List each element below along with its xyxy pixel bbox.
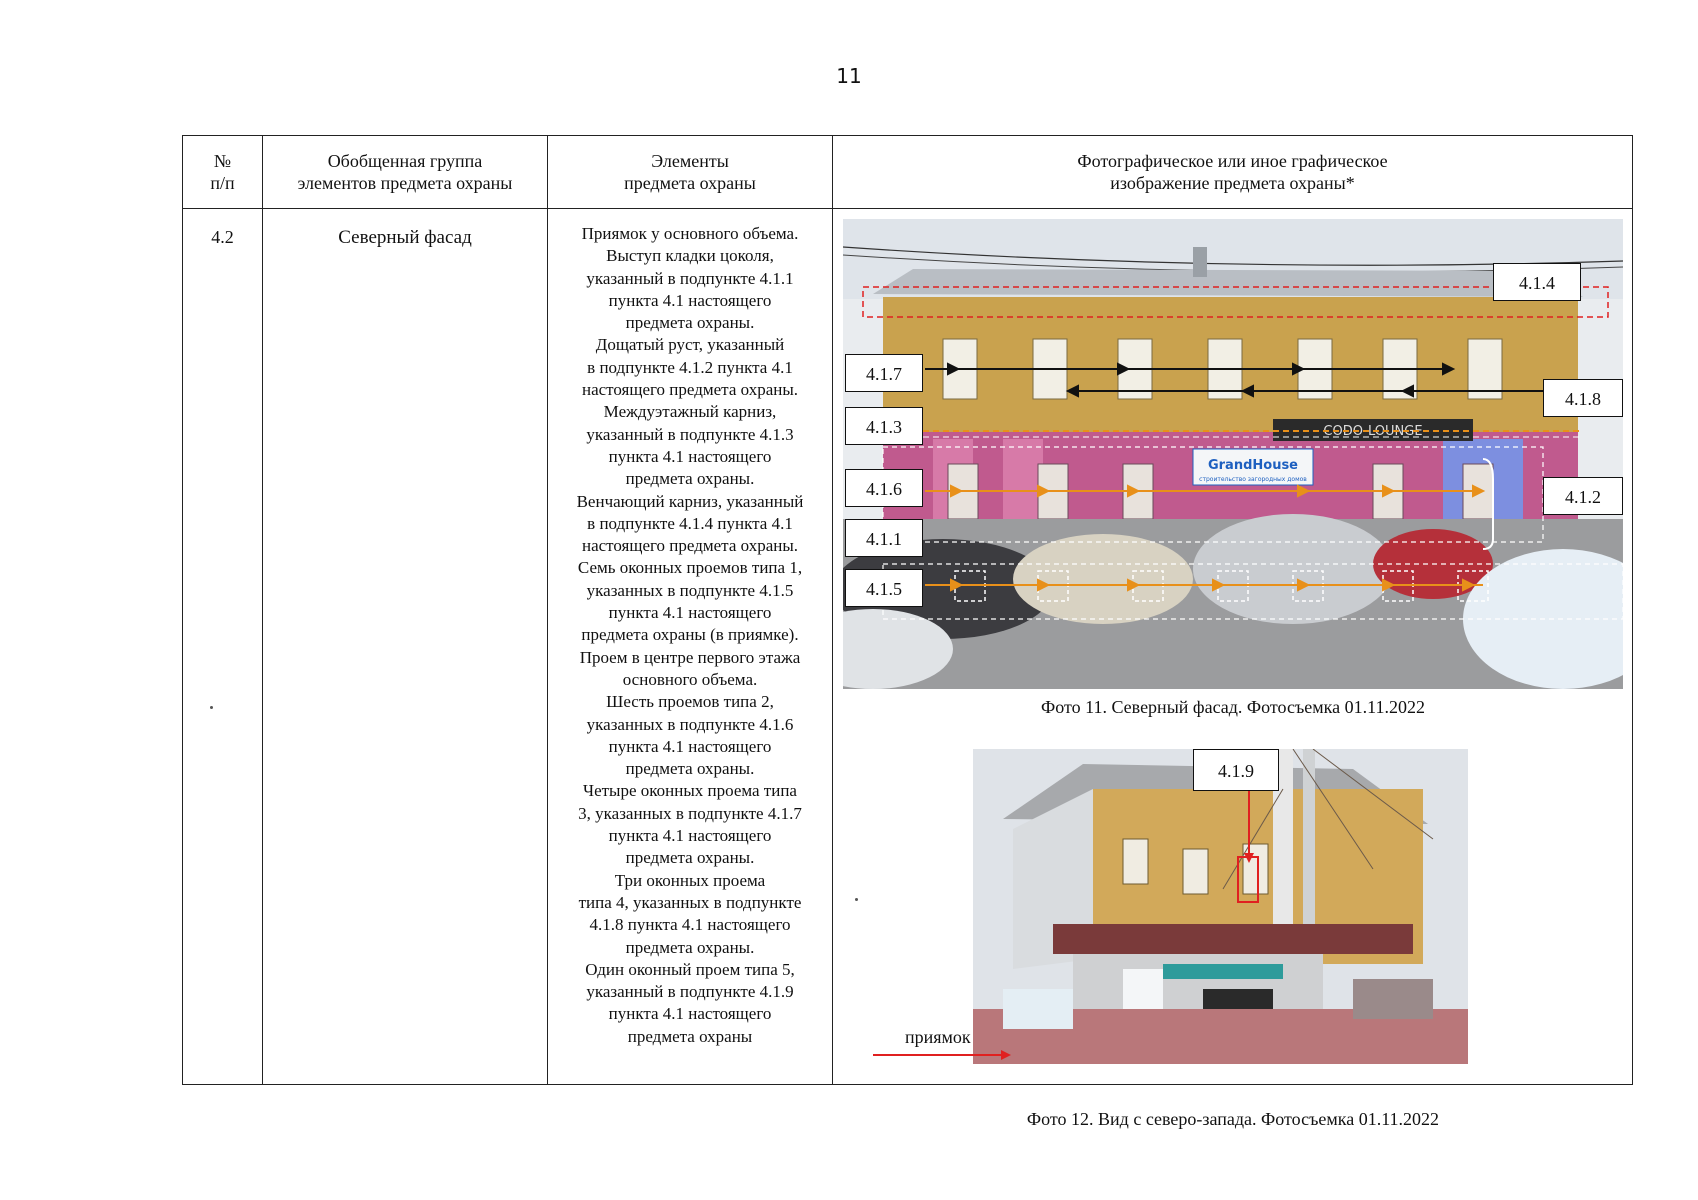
scan-speck [210,706,213,709]
element-line: Приямок у основного объема. [581,224,799,243]
table-row [183,209,1633,1085]
element-line: предмета охраны. [625,313,755,333]
callout-4-1-3: 4.1.3 [845,407,923,445]
element-line: Выступ кладки цоколя, [606,246,774,266]
scan-speck [855,898,858,901]
pit-arrow [873,1047,1013,1063]
pit-label: приямок [905,1027,971,1047]
photo-11-north-facade [843,219,1623,689]
callout-4-1-1: 4.1.1 [845,519,923,557]
header-image: Фотографическое или иное графическое изображение предмета охраны* [833,136,1633,209]
element-line: Венчающий карниз, указанный [576,491,804,511]
element-line: указанный в подпункте 4.1.1 [586,268,794,288]
element-line: настоящего предмета охраны. [581,536,799,556]
row-num: 4.2 [183,209,263,1085]
callout-4-1-8: 4.1.8 [1543,379,1623,417]
element-line: пункта 4.1 настоящего [608,290,772,310]
photo-11-caption: Фото 11. Северный фасад. Фотосъемка 01.11.2022 [1041,697,1425,717]
header-group: Обобщенная группа элементов предмета охраны [263,136,548,209]
element-line: Междуэтажный карниз, [603,402,777,422]
element-line: указанный в подпункте 4.1.3 [586,424,794,444]
row-elements [548,209,833,1085]
element-line: пункта 4.1 настоящего [608,446,772,466]
element-line: Шесть проемов типа 2, [606,692,774,712]
element-line: предмета охраны (в приямке). [581,625,799,645]
page-number: 11 [836,64,862,88]
element-line: указанных в подпункте 4.1.6 [586,714,794,734]
element-line: предмета охраны. [625,759,755,779]
element-line: в подпункте 4.1.2 пункта 4.1 [587,357,793,377]
element-line: 3, указанных в подпункте 4.1.7 [578,803,802,823]
element-line: Проем в центре первого этажа [579,647,801,667]
callout-4-1-4: 4.1.4 [1493,263,1581,301]
element-line: предмета охраны. [625,937,755,957]
callout-4-1-5: 4.1.5 [845,569,923,607]
callout-4-1-6: 4.1.6 [845,469,923,507]
header-elements: Элементы предмета охраны [548,136,833,209]
element-line: указанных в подпункте 4.1.5 [586,580,794,600]
element-line: указанный в подпункте 4.1.9 [586,982,794,1002]
element-line: пункта 4.1 настоящего [608,603,772,623]
row-photos [833,209,1633,1129]
callout-4-1-2: 4.1.2 [1543,477,1623,515]
callout-4-1-7: 4.1.7 [845,354,923,392]
element-line: настоящего предмета охраны. [581,380,799,400]
sign-grandhouse-sub: строительство загородных домов [1199,476,1307,483]
element-line: Один оконный проем типа 5, [585,959,795,979]
element-line: Четыре оконных проема типа [583,781,797,801]
protection-elements-table [182,135,1633,1129]
element-line: Дощатый руст, указанный [595,335,785,355]
element-line: в подпункте 4.1.4 пункта 4.1 [587,513,793,533]
photo-12-northwest-view [973,749,1468,1064]
row-group: Северный фасад [263,209,548,1085]
table-header-row [183,136,1633,209]
sign-codo: CODO-LOUNGE [1323,424,1423,439]
element-line: предмета охраны. [625,848,755,868]
element-line: Семь оконных проемов типа 1, [577,558,803,578]
element-line: предмета охраны [627,1026,753,1046]
element-line: пункта 4.1 настоящего [608,826,772,846]
header-num: № п/п [183,136,263,209]
element-line: предмета охраны. [625,469,755,489]
sign-grandhouse: GrandHouse [1207,458,1299,473]
callout-4-1-9: 4.1.9 [1193,749,1279,791]
element-line: пункта 4.1 настоящего [608,736,772,756]
element-line: основного объема. [622,669,758,689]
element-line: 4.1.8 пункта 4.1 настоящего [589,915,791,935]
elements-list [558,223,822,1048]
element-line: Три оконных проема [614,870,766,890]
photo-12-image [973,749,1468,1064]
element-line: пункта 4.1 настоящего [608,1004,772,1024]
photo-12-caption: Фото 12. Вид с северо-запада. Фотосъемка 01.11.2022 [1026,1109,1440,1129]
element-line: типа 4, указанных в подпункте [578,892,802,912]
